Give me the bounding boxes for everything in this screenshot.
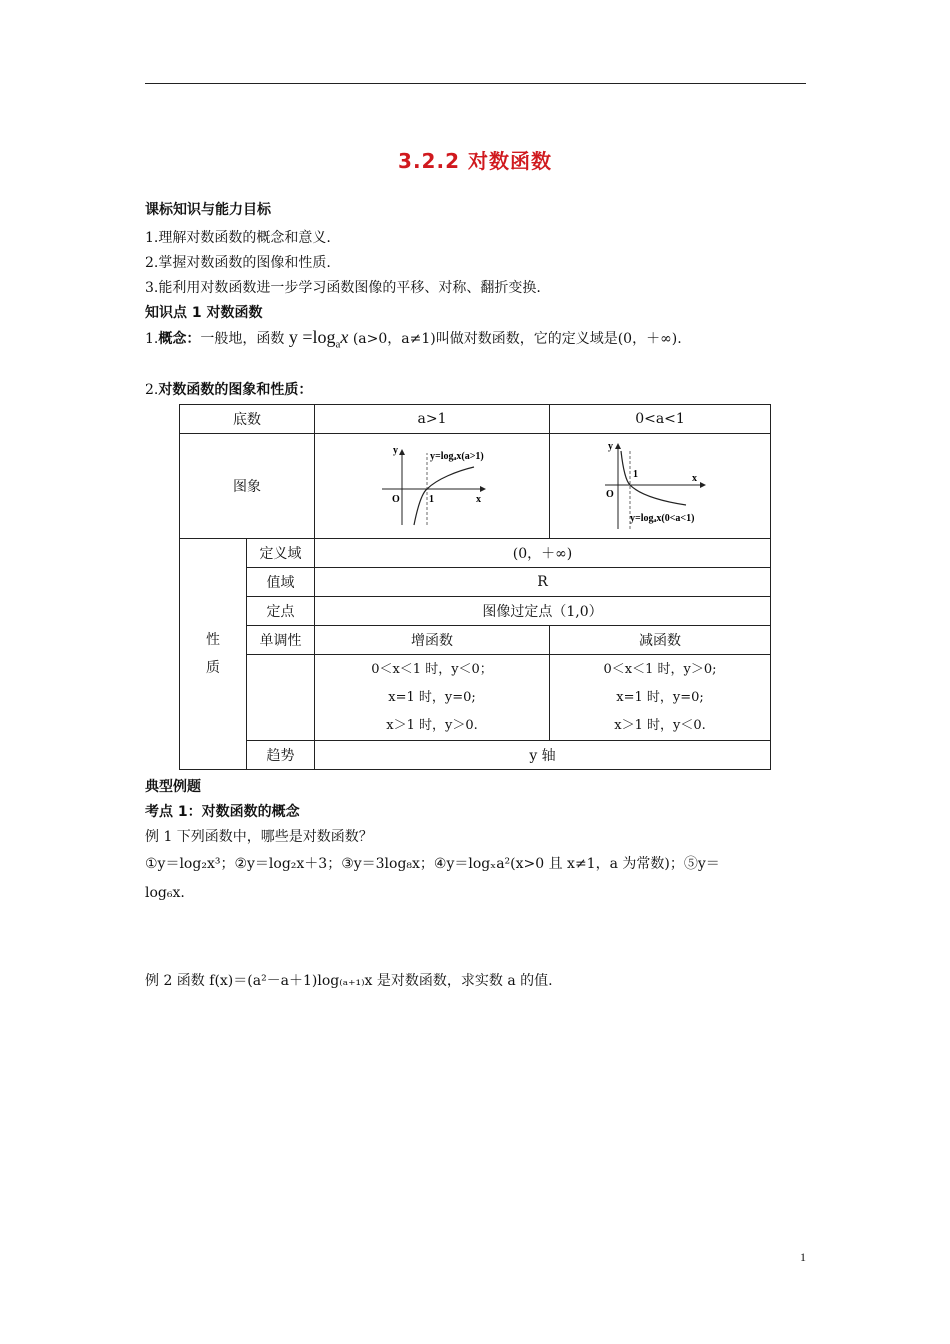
ex1-line2: log₆x.	[145, 885, 185, 901]
sign2-line-2: x=1 时，y=0;	[616, 689, 704, 705]
examples-heading: 典型例题	[145, 779, 201, 795]
graph2-y-label: y	[608, 440, 613, 452]
concept-line	[145, 327, 682, 351]
header-rule	[145, 83, 806, 84]
goal-item-2: 2.掌握对数函数的图像和性质.	[145, 255, 331, 271]
graph1-origin-label: O	[392, 494, 400, 505]
cell-mono1: 增函数	[315, 626, 550, 655]
ex1-question: 例 1 下列函数中，哪些是对数函数？	[145, 829, 373, 845]
cell-props-label: 性 质	[180, 539, 247, 770]
cell-domain-value: (0，＋∞)	[315, 539, 771, 568]
cell-graph-label: 图象	[180, 434, 315, 539]
graph-decreasing-svg	[600, 437, 720, 532]
concept-prefix: 1.	[145, 331, 159, 347]
kp1-heading: 知识点 1 对数函数	[145, 305, 263, 321]
graph1-x-label: x	[476, 494, 481, 505]
properties-table	[179, 404, 771, 770]
sign1-line-2: x=1 时，y=0;	[388, 689, 476, 705]
ex2-question: 例 2 函数 f(x)＝(a²－a＋1)log₍ₐ₊₁₎x 是对数函数，求实数 a 的值.	[145, 973, 553, 989]
sign2-line-1: 0＜x＜1 时，y＞0;	[603, 661, 717, 677]
sign1-line-3: x＞1 时，y＞0.	[386, 717, 478, 733]
cell-sign1	[315, 655, 550, 741]
cell-mono2: 减函数	[550, 626, 771, 655]
graph2-origin-label: O	[606, 488, 614, 500]
cell-range-label: 值域	[247, 568, 315, 597]
concept-text-a: 一般地，函数	[200, 331, 285, 347]
kd1-heading: 考点 1：对数函数的概念	[145, 804, 300, 820]
graph2-x-label: x	[692, 472, 697, 484]
cell-fixed-label: 定点	[247, 597, 315, 626]
sign1-line-1: 0＜x＜1 时，y＜0；	[371, 661, 493, 677]
graph2-one-label: 1	[633, 468, 638, 480]
cell-case1: a>1	[315, 405, 550, 434]
graph-heading: 2.对数函数的图象和性质：	[145, 382, 313, 398]
concept-label: 概念：	[158, 331, 201, 347]
goal-item-1: 1.理解对数函数的概念和意义.	[145, 230, 331, 246]
cell-range-value: R	[315, 568, 771, 597]
cell-sign2	[550, 655, 771, 741]
page-title: 3.2.2 对数函数	[398, 149, 552, 173]
cell-domain-label: 定义域	[247, 539, 315, 568]
cell-fixed-value: 图像过定点（1,0）	[315, 597, 771, 626]
graph-decreasing	[550, 434, 771, 539]
graph-increasing	[315, 434, 550, 539]
graph1-curve-label: y=logₐx(a>1)	[430, 451, 484, 462]
cell-trend-label: 趋势	[247, 741, 315, 770]
graph1-y-label: y	[393, 445, 398, 456]
cell-mono-label: 单调性	[247, 626, 315, 655]
cell-base: 底数	[180, 405, 315, 434]
goals-heading: 课标知识与能力目标	[145, 202, 271, 218]
cell-sign-label	[247, 655, 315, 741]
goal-item-3: 3.能利用对数函数进一步学习函数图像的平移、对称、翻折变换.	[145, 280, 541, 296]
graph1-one-label: 1	[429, 494, 434, 505]
concept-text-b: (a>0，a≠1)叫做对数函数，它的定义域是(0，＋∞).	[352, 331, 682, 347]
graph-increasing-svg	[372, 439, 492, 529]
sign2-line-3: x＞1 时，y＜0.	[614, 717, 706, 733]
log-formula: $y =\log_ax$	[288, 327, 349, 351]
graph2-curve-label: y=logₐx(0<a<1)	[630, 512, 695, 524]
page-number: 1	[800, 1250, 806, 1264]
ex1-line1: ①y＝log₂x³；②y＝log₂x＋3；③y＝3log₈x；④y＝logₓa²(x>0 且 x≠1，a 为常数)；⑤y＝	[145, 856, 720, 872]
cell-case2: 0<a<1	[550, 405, 771, 434]
cell-trend-value: y 轴	[315, 741, 771, 770]
